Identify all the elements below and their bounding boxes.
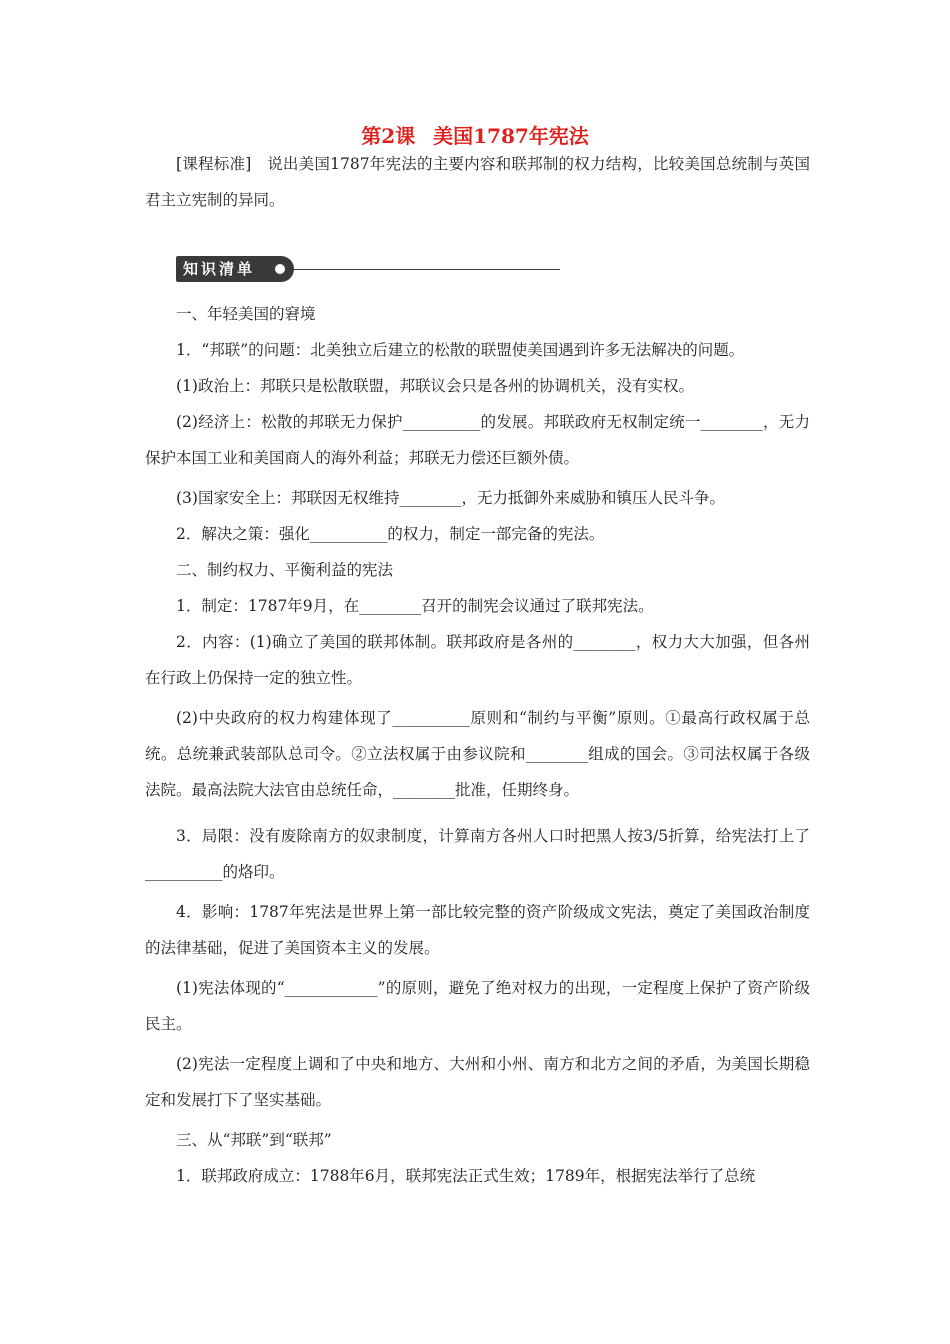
paragraph: 4．影响：1787年宪法是世界上第一部比较完整的资产阶级成文宪法，奠定了美国政治制度的法律基础，促进了美国资本主义的发展。 [145,903,810,957]
badge-divider [294,269,560,270]
paragraph: (1)政治上：邦联只是松散联盟，邦联议会只是各州的协调机关，没有实权。 [176,377,694,395]
lesson-name: 美国1787年宪法 [433,124,589,148]
course-standard: [课程标准] 说出美国1787年宪法的主要内容和联邦制的权力结构，比较美国总统制与英国君主立宪制的异同。 [145,155,810,209]
section-badge [176,256,560,282]
lesson-number: 第2课 [361,124,416,148]
section-heading-2: 二、制约权力、平衡利益的宪法 [176,561,394,579]
paragraph: 1．制定：1787年9月，在________召开的制宪会议通过了联邦宪法。 [176,597,654,615]
paragraph: 3．局限：没有废除南方的奴隶制度，计算南方各州人口时把黑人按3/5折算，给宪法打上了__________的烙印。 [145,827,810,881]
badge-label: 知识清单 [183,260,256,278]
paragraph: 2．内容：(1)确立了美国的联邦体制。联邦政府是各州的________，权力大大加强，但各州在行政上仍保持一定的独立性。 [145,633,810,687]
lesson-title [0,120,950,149]
paragraph: (3)国家安全上：邦联因无权维持________，无力抵御外来威胁和镇压人民斗争。 [176,489,725,507]
badge-dot-icon [275,264,285,274]
paragraph: 1．“邦联”的问题：北美独立后建立的松散的联盟使美国遇到许多无法解决的问题。 [176,341,745,359]
section-heading-1: 一、年轻美国的窘境 [176,305,316,323]
paragraph: (2)中央政府的权力构建体现了__________原则和“制约与平衡”原则。①最高行政权属于总统。总统兼武装部队总司令。②立法权属于由参议院和________组成的国会。③司法权属于各级法院。最高法院大法官由总统任命，________批准，任期终身。 [145,709,810,799]
paragraph: (1)宪法体现的“____________”的原则，避免了绝对权力的出现，一定程度上保护了资产阶级民主。 [145,979,810,1033]
paragraph: 2．解决之策：强化__________的权力，制定一部完备的宪法。 [176,525,605,543]
paragraph: 1．联邦政府成立：1788年6月，联邦宪法正式生效；1789年，根据宪法举行了总统 [176,1167,756,1185]
paragraph: (2)经济上：松散的邦联无力保护__________的发展。邦联政府无权制定统一________，无力保护本国工业和美国商人的海外利益；邦联无力偿还巨额外债。 [145,413,810,467]
knowledge-list-badge [176,256,294,282]
section-heading-3: 三、从“邦联”到“联邦” [176,1131,332,1149]
paragraph: (2)宪法一定程度上调和了中央和地方、大州和小州、南方和北方之间的矛盾，为美国长期稳定和发展打下了坚实基础。 [145,1055,810,1109]
